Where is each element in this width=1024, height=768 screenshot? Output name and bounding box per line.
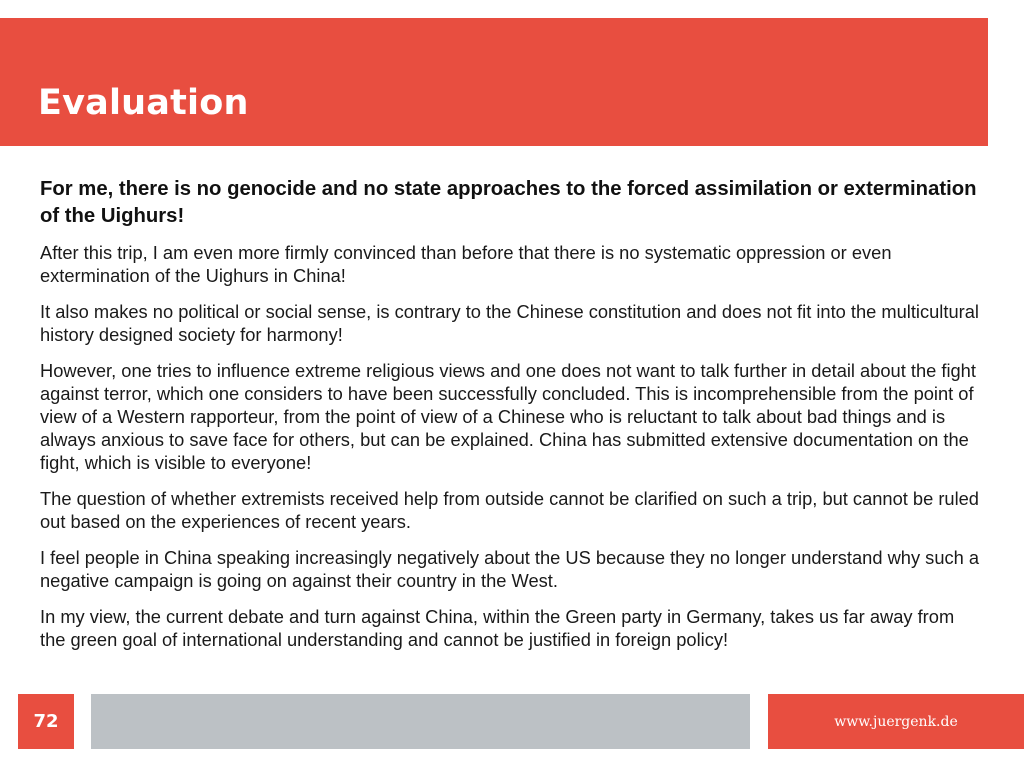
content-area	[40, 176, 980, 664]
page-title: Evaluation	[38, 83, 249, 123]
paragraph-6: In my view, the current debate and turn against China, within the Green party in Germany, takes us far away from the green goal of international understanding and cannot be justified in foreign policy!	[40, 606, 955, 650]
lead-statement: For me, there is no genocide and no state approaches to the forced assimilation or extermination of the Uighurs!	[40, 178, 977, 227]
paragraph-2: It also makes no political or social sense, is contrary to the Chinese constitution and does not fit into the multicultural history designed society for harmony!	[40, 301, 979, 345]
website-link[interactable]: www.juergenk.de	[768, 694, 1024, 749]
paragraph-5: I feel people in China speaking increasingly negatively about the US because they no longer understand why such a negative campaign is going on against their country in the West.	[40, 547, 980, 591]
footer-bar	[91, 694, 750, 749]
paragraph-1: After this trip, I am even more firmly convinced than before that there is no systematic oppression or even extermination of the Uighurs in China!	[40, 242, 892, 286]
paragraph-4: The question of whether extremists received help from outside cannot be clarified on such a trip, but cannot be ruled out based on the experiences of recent years.	[40, 488, 979, 532]
paragraph-3: However, one tries to influence extreme religious views and one does not want to talk further in detail about the fight against terror, which one considers to have been successfully concluded. This is incomprehensible from the point of view of a Western rapporteur, from the point of view of a Chinese who is reluctant to talk about bad things and is always anxious to save face for others, but can be explained. China has submitted extensive documentation on the fight, which is visible to everyone!	[40, 360, 976, 473]
page-number: 72	[18, 694, 74, 749]
